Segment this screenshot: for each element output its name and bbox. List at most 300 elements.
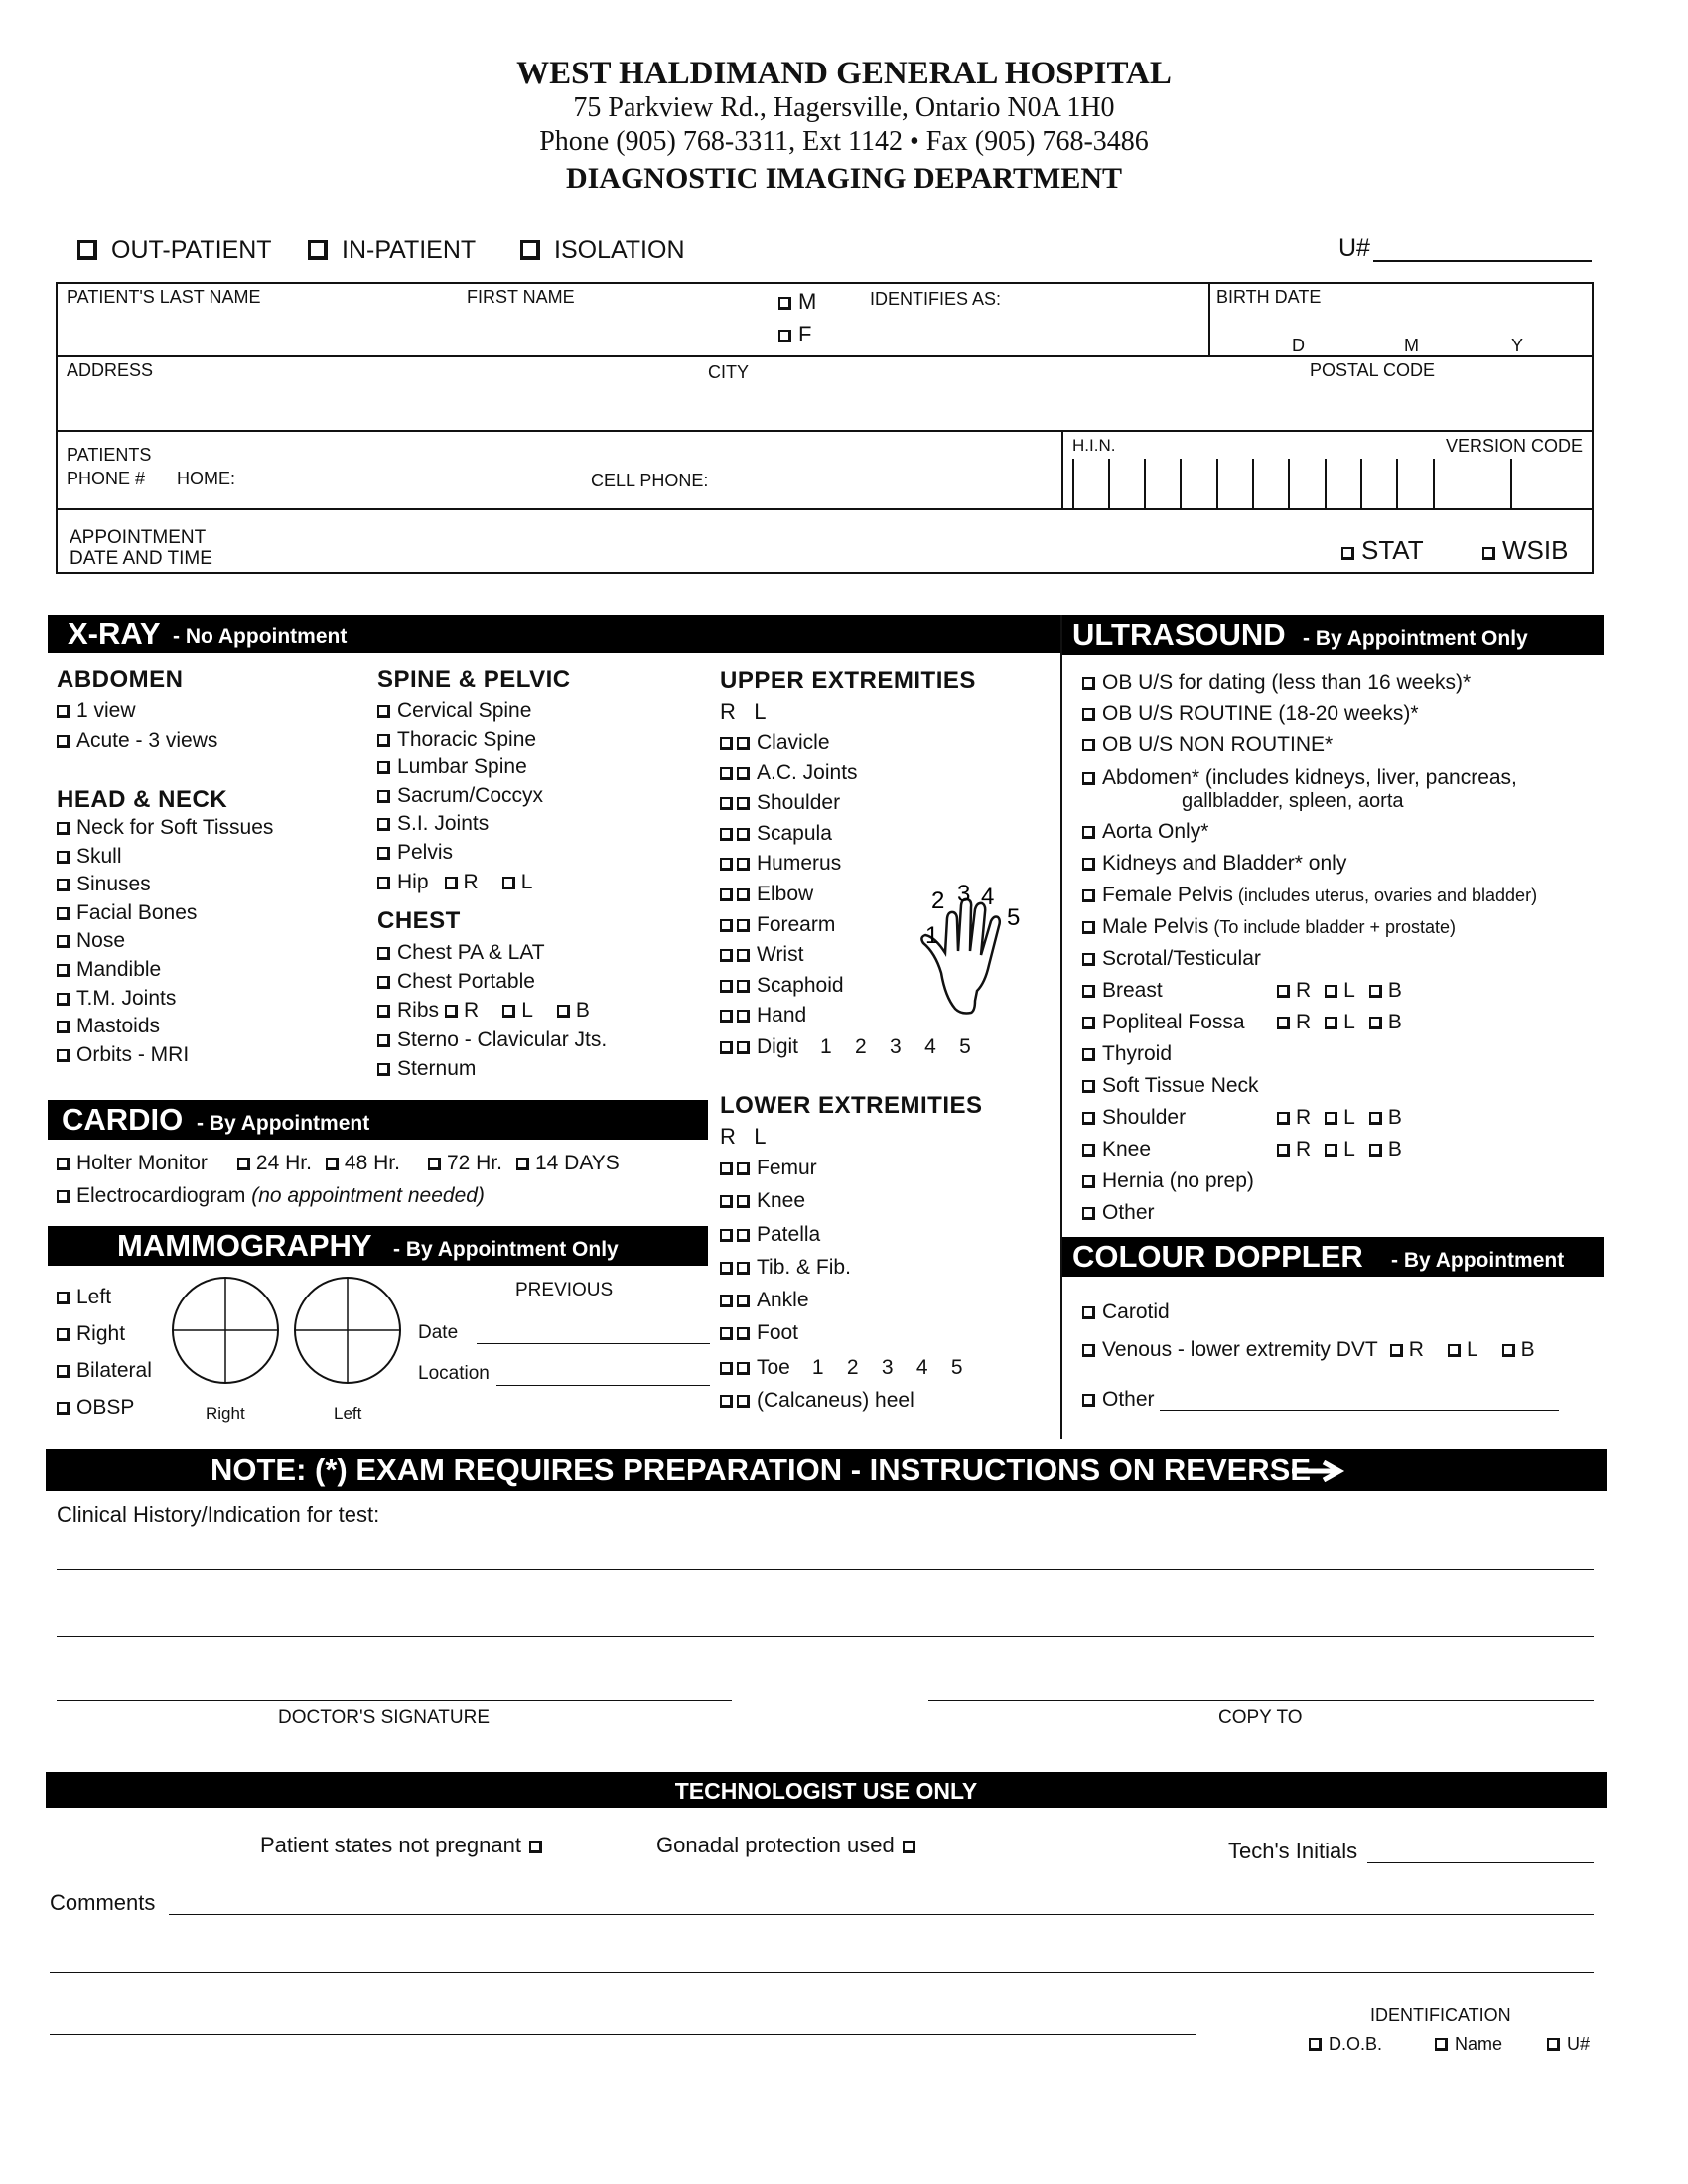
doppler-other-label: Other <box>1102 1388 1155 1411</box>
checkbox-icon[interactable] <box>720 767 733 780</box>
copy-to-field[interactable] <box>928 1700 1594 1701</box>
checkbox-icon[interactable] <box>1325 985 1337 998</box>
checkbox-icon[interactable] <box>377 705 390 718</box>
checkbox-icon[interactable] <box>520 240 540 260</box>
side-label: L <box>1343 1011 1355 1033</box>
checkbox-icon[interactable] <box>57 935 70 948</box>
checkbox-icon[interactable] <box>57 1365 70 1378</box>
checkbox-icon[interactable] <box>377 877 390 889</box>
ultrasound-item[interactable] <box>1082 820 1537 852</box>
dob-label: D.O.B. <box>1329 2034 1383 2054</box>
checkbox-icon[interactable] <box>737 1162 750 1175</box>
checkbox-icon[interactable] <box>377 947 390 960</box>
appointment-label: APPOINTMENT <box>70 527 207 548</box>
checkbox-icon[interactable] <box>737 1229 750 1242</box>
hip-row[interactable] <box>377 871 532 900</box>
checkbox-icon[interactable] <box>737 919 750 932</box>
toe-row[interactable] <box>720 1356 963 1386</box>
tech-initials-field[interactable] <box>1367 1862 1594 1863</box>
head-neck-item[interactable] <box>57 1015 273 1043</box>
gonadal-label: Gonadal protection used <box>656 1833 895 1857</box>
checkbox-icon[interactable] <box>720 858 733 871</box>
checkbox-icon[interactable] <box>720 797 733 810</box>
checkbox-icon[interactable] <box>1369 985 1382 998</box>
lower-list <box>720 1157 851 1355</box>
upper-extremity-item[interactable] <box>720 731 858 761</box>
spine-label: Pelvis <box>397 840 454 864</box>
checkbox-icon[interactable] <box>502 1005 515 1018</box>
upper-extremity-item[interactable] <box>720 822 858 853</box>
holter-label: Holter Monitor <box>76 1152 208 1174</box>
checkbox-icon[interactable] <box>737 858 750 871</box>
upper-extremity-label: Forearm <box>757 912 836 936</box>
checkbox-icon[interactable] <box>737 1295 750 1307</box>
side-label: B <box>1387 979 1402 1002</box>
ultrasound-item[interactable] <box>1082 1106 1537 1138</box>
checkbox-icon[interactable] <box>737 1195 750 1208</box>
head-neck-label: Sinuses <box>76 873 151 896</box>
checkbox-icon[interactable] <box>377 847 390 860</box>
ident-name-checkbox[interactable] <box>1435 2034 1502 2055</box>
ultrasound-item[interactable] <box>1082 979 1537 1011</box>
right-breast-label: Right <box>206 1404 245 1423</box>
checkbox-icon[interactable] <box>57 993 70 1006</box>
checkbox-icon[interactable] <box>377 761 390 774</box>
version-code-label: VERSION CODE <box>1446 436 1584 456</box>
checkbox-icon[interactable] <box>1277 1112 1290 1125</box>
checkbox-icon[interactable] <box>57 705 70 718</box>
lower-extremity-item[interactable] <box>720 1289 851 1321</box>
hin-box-divider <box>1433 459 1435 508</box>
checkbox-icon[interactable] <box>720 888 733 901</box>
checkbox-icon[interactable] <box>308 240 328 260</box>
checkbox-icon[interactable] <box>1082 739 1095 751</box>
carotid-row[interactable] <box>1082 1300 1170 1330</box>
sex-f-checkbox[interactable] <box>778 322 811 347</box>
upper-extremity-item[interactable] <box>720 761 858 792</box>
checkbox-icon[interactable] <box>57 907 70 920</box>
comments-line-2[interactable] <box>50 1972 1594 1973</box>
checkbox-icon[interactable] <box>57 964 70 977</box>
ultrasound-label: OB U/S for dating (less than 16 weeks)* <box>1102 671 1472 694</box>
finger-5-number: 5 <box>1007 904 1021 931</box>
ultrasound-label: Thyroid <box>1102 1042 1173 1065</box>
checkbox-icon[interactable] <box>377 790 390 803</box>
city-label: CITY <box>708 362 750 382</box>
tech-initials-label: Tech's Initials <box>1228 1839 1358 1863</box>
checkbox-icon[interactable] <box>1082 1048 1095 1061</box>
checkbox-icon[interactable] <box>529 1841 542 1853</box>
side-options[interactable] <box>1277 979 1402 1003</box>
checkbox-icon[interactable] <box>720 1395 733 1408</box>
checkbox-icon[interactable] <box>57 735 70 748</box>
us-abdomen-label-2: gallbladder, spleen, aorta <box>1182 790 1404 812</box>
ultrasound-item[interactable] <box>1082 852 1537 884</box>
checkbox-icon[interactable] <box>1325 1112 1337 1125</box>
checkbox-icon[interactable] <box>428 1158 441 1170</box>
ecg-note: (no appointment needed) <box>251 1184 485 1207</box>
sex-m-checkbox[interactable] <box>778 289 816 315</box>
ultrasound-label: Scrotal/Testicular <box>1102 947 1261 970</box>
checkbox-icon[interactable] <box>1082 708 1095 721</box>
upper-extremity-item[interactable] <box>720 852 858 883</box>
spine-item[interactable] <box>377 812 543 841</box>
clinical-history-line-1[interactable] <box>57 1569 1594 1570</box>
lower-extremity-item[interactable] <box>720 1223 851 1256</box>
checkbox-icon[interactable] <box>720 1162 733 1175</box>
checkbox-icon[interactable] <box>1082 889 1095 902</box>
checkbox-icon[interactable] <box>1082 1175 1095 1188</box>
side-options[interactable] <box>1277 1138 1402 1161</box>
checkbox-icon[interactable] <box>1369 1112 1382 1125</box>
72hr-label: 72 Hr. <box>446 1152 502 1174</box>
upper-extremity-label: Scapula <box>757 821 832 845</box>
checkbox-icon[interactable] <box>1082 1080 1095 1093</box>
head-neck-item[interactable] <box>57 873 273 901</box>
checkbox-icon[interactable] <box>737 1010 750 1023</box>
checkbox-icon[interactable] <box>720 1262 733 1275</box>
checkbox-icon[interactable] <box>57 1158 70 1170</box>
head-neck-item[interactable] <box>57 845 273 874</box>
checkbox-icon[interactable] <box>1082 677 1095 690</box>
ultrasound-item[interactable] <box>1082 1138 1537 1169</box>
previous-date-field[interactable] <box>477 1343 710 1344</box>
home-phone-label: HOME: <box>177 469 236 488</box>
chest-item[interactable] <box>377 1057 607 1086</box>
abdomen-item[interactable] <box>57 729 217 758</box>
comments-line-1[interactable] <box>169 1914 1594 1915</box>
mammography-subtitle: - By Appointment Only <box>393 1238 619 1261</box>
checkbox-icon[interactable] <box>1082 985 1095 998</box>
isolation-checkbox[interactable] <box>520 236 685 265</box>
checkbox-icon[interactable] <box>377 818 390 831</box>
doctor-signature-field[interactable] <box>57 1700 732 1701</box>
checkbox-icon[interactable] <box>720 919 733 932</box>
checkbox-icon[interactable] <box>737 980 750 993</box>
side-options[interactable] <box>1277 1011 1402 1034</box>
arrow-right-icon <box>1290 1460 1345 1482</box>
checkbox-icon[interactable] <box>326 1158 339 1170</box>
checkbox-icon[interactable] <box>1482 547 1495 560</box>
spine-item[interactable] <box>377 784 543 813</box>
chest-item[interactable] <box>377 1028 607 1057</box>
comments-line-3[interactable] <box>50 2034 1196 2035</box>
ultrasound-label: Breast <box>1102 979 1163 1002</box>
checkbox-icon[interactable] <box>1325 1017 1337 1029</box>
checkbox-icon[interactable] <box>1082 1344 1095 1357</box>
lower-extremity-item[interactable] <box>720 1256 851 1289</box>
mammo-item[interactable] <box>57 1396 152 1433</box>
head-neck-label: T.M. Joints <box>76 986 177 1010</box>
upper-extremity-item[interactable] <box>720 791 858 822</box>
ultrasound-label: Aorta Only* <box>1102 820 1209 843</box>
hand-diagram <box>912 874 1031 1023</box>
doppler-other-row[interactable] <box>1082 1388 1155 1418</box>
checkbox-icon[interactable] <box>720 1295 733 1307</box>
checkbox-icon[interactable] <box>720 949 733 962</box>
cardio-title: CARDIO <box>62 1102 184 1137</box>
head-neck-item[interactable] <box>57 901 273 930</box>
note-bar <box>46 1449 1607 1491</box>
finger-4-number: 4 <box>981 884 995 910</box>
head-neck-label: Neck for Soft Tissues <box>76 816 274 839</box>
checkbox-icon[interactable] <box>1082 1112 1095 1125</box>
spine-label: Lumbar Spine <box>397 755 527 779</box>
u-number-label: U# <box>1338 234 1370 262</box>
spine-item[interactable] <box>377 728 543 756</box>
holter-row[interactable] <box>57 1152 620 1181</box>
date-label: Date <box>418 1322 459 1343</box>
head-neck-label: Orbits - MRI <box>76 1042 190 1066</box>
checkbox-icon[interactable] <box>720 1362 733 1375</box>
hin-box-divider <box>1144 459 1146 508</box>
checkbox-icon[interactable] <box>57 851 70 864</box>
date-time-label: DATE AND TIME <box>70 548 212 569</box>
24hr-label: 24 Hr. <box>255 1152 312 1174</box>
spine-item[interactable] <box>377 755 543 784</box>
checkbox-icon[interactable] <box>1369 1017 1382 1029</box>
ultrasound-label: Other <box>1102 1201 1155 1224</box>
checkbox-icon[interactable] <box>1082 772 1095 785</box>
checkbox-icon[interactable] <box>377 734 390 747</box>
doppler-other-field[interactable] <box>1160 1410 1559 1411</box>
ultrasound-list-2 <box>1082 820 1537 1233</box>
checkbox-icon[interactable] <box>516 1158 529 1170</box>
mammo-item[interactable] <box>57 1359 152 1396</box>
hin-box-divider <box>1510 459 1512 508</box>
checkbox-icon[interactable] <box>737 828 750 841</box>
lower-rl-label: R L <box>720 1124 767 1149</box>
clinical-history-line-2[interactable] <box>57 1636 1594 1637</box>
abdomen-label: Acute - 3 views <box>76 729 218 751</box>
checkbox-icon[interactable] <box>57 1402 70 1415</box>
lower-extremity-item[interactable] <box>720 1321 851 1354</box>
ultrasound-label: Popliteal Fossa <box>1102 1011 1245 1033</box>
checkbox-icon[interactable] <box>1082 921 1095 934</box>
ultrasound-item[interactable] <box>1082 1042 1537 1074</box>
checkbox-icon[interactable] <box>377 1063 390 1076</box>
abdomen-heading: ABDOMEN <box>57 666 184 693</box>
head-neck-label: Mandible <box>76 957 162 981</box>
checkbox-icon[interactable] <box>57 822 70 835</box>
checkbox-icon[interactable] <box>1082 1144 1095 1157</box>
head-neck-list <box>57 816 273 1071</box>
chest-label: Chest Portable <box>397 970 535 993</box>
checkbox-icon[interactable] <box>1325 1144 1337 1157</box>
checkbox-icon[interactable] <box>1369 1144 1382 1157</box>
r-label: R <box>463 871 479 893</box>
checkbox-icon[interactable] <box>1448 1344 1461 1357</box>
u-number-field[interactable] <box>1373 260 1592 262</box>
checkbox-icon[interactable] <box>57 1049 70 1062</box>
postal-code-label: POSTAL CODE <box>1310 360 1436 380</box>
checkbox-icon[interactable] <box>737 1395 750 1408</box>
checkbox-icon[interactable] <box>1082 953 1095 966</box>
ultrasound-label: Soft Tissue Neck <box>1102 1074 1259 1097</box>
checkbox-icon[interactable] <box>1277 985 1290 998</box>
checkbox-icon[interactable] <box>57 1292 70 1304</box>
checkbox-icon[interactable] <box>720 980 733 993</box>
phone-label: PHONE # <box>67 469 146 488</box>
checkbox-icon[interactable] <box>778 297 791 310</box>
upper-extremity-label: Shoulder <box>757 791 841 815</box>
pregnant-label: Patient states not pregnant <box>260 1833 521 1857</box>
spine-list <box>377 699 543 870</box>
abdomen-item[interactable] <box>57 699 217 729</box>
heel-row[interactable] <box>720 1389 914 1419</box>
checkbox-icon[interactable] <box>720 1327 733 1340</box>
side-label: L <box>1343 979 1355 1002</box>
head-neck-item[interactable] <box>57 987 273 1016</box>
head-neck-item[interactable] <box>57 929 273 958</box>
hin-box-divider <box>1360 459 1362 508</box>
checkbox-icon[interactable] <box>720 828 733 841</box>
checkbox-icon[interactable] <box>737 1262 750 1275</box>
ultrasound-item[interactable] <box>1082 702 1471 733</box>
checkbox-icon[interactable] <box>1082 1306 1095 1319</box>
in-patient-checkbox[interactable] <box>308 236 476 265</box>
checkbox-icon[interactable] <box>1082 1207 1095 1220</box>
previous-location-field[interactable] <box>496 1385 710 1386</box>
upper-extremity-item[interactable] <box>720 974 858 1005</box>
checkbox-icon[interactable] <box>57 1328 70 1341</box>
side-label: R <box>1296 1138 1312 1160</box>
chest-item[interactable] <box>377 970 545 999</box>
spine-item[interactable] <box>377 699 543 728</box>
ultrasound-item[interactable] <box>1082 733 1471 763</box>
checkbox-icon[interactable] <box>903 1841 915 1853</box>
checkbox-icon[interactable] <box>445 877 458 889</box>
ultrasound-item[interactable] <box>1082 1074 1537 1106</box>
checkbox-icon[interactable] <box>557 1005 570 1018</box>
checkbox-icon[interactable] <box>1082 1017 1095 1029</box>
ident-unum-checkbox[interactable] <box>1547 2034 1590 2055</box>
ecg-row[interactable] <box>57 1184 485 1214</box>
checkbox-icon[interactable] <box>77 240 97 260</box>
lower-extremity-label: Foot <box>757 1321 799 1345</box>
head-neck-label: Nose <box>76 929 126 953</box>
hin-box-divider <box>1216 459 1218 508</box>
ultrasound-label: Knee <box>1102 1138 1152 1160</box>
head-neck-item[interactable] <box>57 958 273 987</box>
checkbox-icon[interactable] <box>377 1005 390 1018</box>
unum-label: U# <box>1567 2034 1591 2054</box>
head-neck-item[interactable] <box>57 1043 273 1072</box>
ultrasound-list <box>1082 671 1471 763</box>
ultrasound-item[interactable] <box>1082 947 1537 979</box>
finger-3-number: 3 <box>957 881 971 907</box>
checkbox-icon[interactable] <box>377 1034 390 1047</box>
checkbox-icon[interactable] <box>1082 1394 1095 1407</box>
ultrasound-item[interactable] <box>1082 1169 1537 1201</box>
comments-label: Comments <box>50 1890 156 1915</box>
checkbox-icon[interactable] <box>778 330 791 342</box>
ribs-row[interactable] <box>377 999 590 1028</box>
mammography-header <box>48 1226 708 1266</box>
checkbox-icon[interactable] <box>720 1041 733 1054</box>
b-label: B <box>575 999 590 1022</box>
upper-extremity-label: Hand <box>757 1004 807 1027</box>
out-patient-checkbox[interactable] <box>77 236 272 265</box>
upper-extremity-item[interactable] <box>720 943 858 974</box>
checkbox-icon[interactable] <box>737 797 750 810</box>
heel-label: (Calcaneus) heel <box>757 1389 914 1412</box>
pregnant-row[interactable] <box>260 1833 548 1858</box>
mammo-item[interactable] <box>57 1286 152 1322</box>
venous-row[interactable] <box>1082 1338 1535 1368</box>
stat-checkbox[interactable] <box>1341 535 1424 566</box>
head-neck-item[interactable] <box>57 816 273 845</box>
ultrasound-label: OB U/S ROUTINE (18-20 weeks)* <box>1102 702 1419 725</box>
digit-row[interactable] <box>720 1035 971 1065</box>
checkbox-icon[interactable] <box>237 1158 250 1170</box>
chest-label: Chest PA & LAT <box>397 941 545 964</box>
checkbox-icon[interactable] <box>57 879 70 891</box>
checkbox-icon[interactable] <box>1277 1017 1290 1029</box>
side-options[interactable] <box>1277 1106 1402 1130</box>
checkbox-icon[interactable] <box>1277 1144 1290 1157</box>
checkbox-icon[interactable] <box>737 1362 750 1375</box>
upper-extremity-item[interactable] <box>720 1004 858 1034</box>
spine-item[interactable] <box>377 841 543 870</box>
mammo-item[interactable] <box>57 1322 152 1359</box>
ultrasound-item[interactable] <box>1082 915 1537 947</box>
ultrasound-item[interactable] <box>1082 671 1471 702</box>
checkbox-icon[interactable] <box>57 1021 70 1033</box>
checkbox-icon[interactable] <box>737 767 750 780</box>
checkbox-icon[interactable] <box>1435 2038 1448 2051</box>
ultrasound-item[interactable] <box>1082 1011 1537 1042</box>
checkbox-icon[interactable] <box>737 1041 750 1054</box>
chest-label: Sternum <box>397 1057 477 1080</box>
checkbox-icon[interactable] <box>1082 858 1095 871</box>
checkbox-icon[interactable] <box>1547 2038 1560 2051</box>
checkbox-icon[interactable] <box>720 1195 733 1208</box>
checkbox-icon[interactable] <box>1341 547 1354 560</box>
ultrasound-item[interactable] <box>1082 1201 1537 1233</box>
checkbox-icon[interactable] <box>720 737 733 750</box>
checkbox-icon[interactable] <box>1390 1344 1403 1357</box>
upper-extremity-label: Elbow <box>757 882 814 905</box>
upper-extremity-item[interactable] <box>720 883 858 913</box>
gonadal-row[interactable] <box>656 1833 921 1858</box>
checkbox-icon[interactable] <box>737 737 750 750</box>
checkbox-icon[interactable] <box>737 888 750 901</box>
checkbox-icon[interactable] <box>737 949 750 962</box>
checkbox-icon[interactable] <box>1082 826 1095 839</box>
lower-extremity-item[interactable] <box>720 1189 851 1222</box>
checkbox-icon[interactable] <box>57 1190 70 1203</box>
upper-extremity-item[interactable] <box>720 913 858 944</box>
checkbox-icon[interactable] <box>1309 2038 1322 2051</box>
checkbox-icon[interactable] <box>720 1010 733 1023</box>
ident-dob-checkbox[interactable] <box>1309 2034 1382 2055</box>
wsib-checkbox[interactable] <box>1482 535 1568 566</box>
b-label: B <box>1520 1338 1535 1361</box>
checkbox-icon[interactable] <box>377 976 390 989</box>
lower-extremity-item[interactable] <box>720 1157 851 1189</box>
ultrasound-label: Male Pelvis <box>1102 915 1209 938</box>
checkbox-icon[interactable] <box>445 1005 458 1018</box>
upper-extremity-label: Wrist <box>757 943 804 967</box>
checkbox-icon[interactable] <box>720 1229 733 1242</box>
ultrasound-item[interactable] <box>1082 884 1537 915</box>
chest-item[interactable] <box>377 941 545 970</box>
checkbox-icon[interactable] <box>502 877 515 889</box>
checkbox-icon[interactable] <box>1502 1344 1515 1357</box>
ultrasound-label: OB U/S NON ROUTINE* <box>1102 733 1334 755</box>
checkbox-icon[interactable] <box>737 1327 750 1340</box>
